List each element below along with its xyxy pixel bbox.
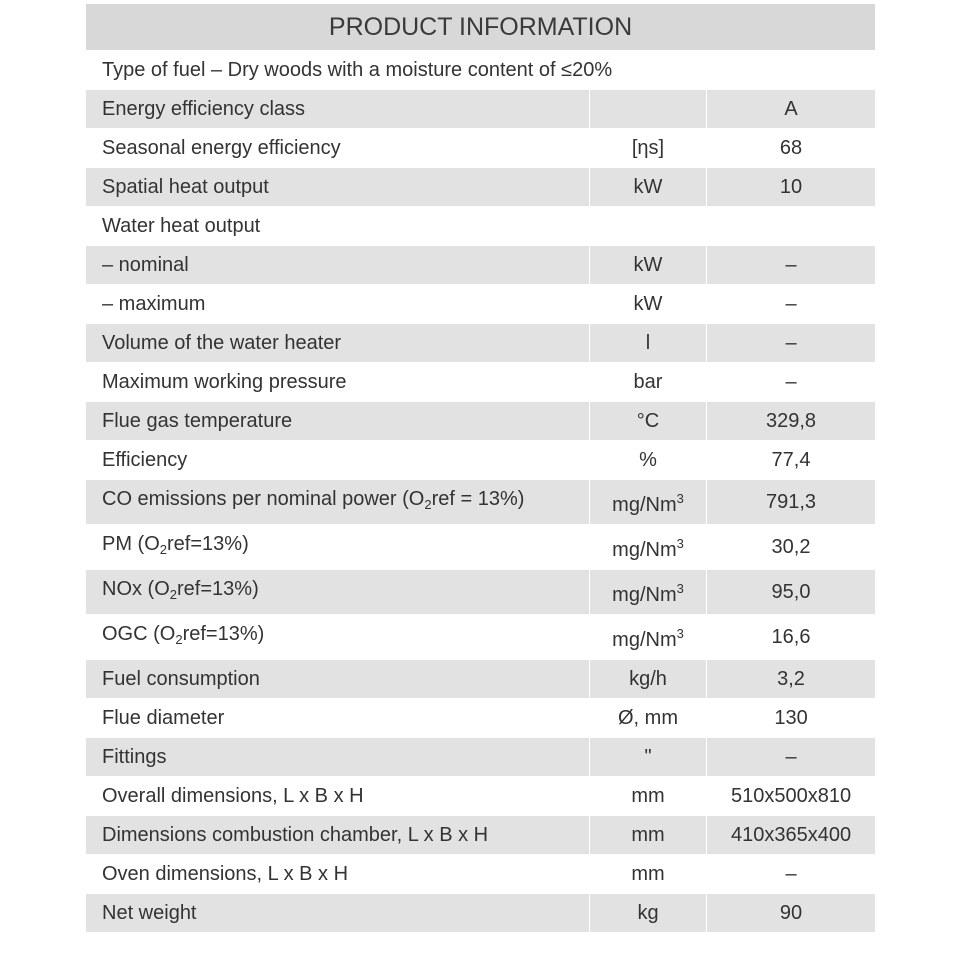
row-unit: [590, 894, 707, 933]
product-information-table: [85, 3, 876, 933]
row-unit: [590, 480, 707, 525]
row-value: –: [707, 363, 876, 402]
row-label-text: CO emissions per nominal power (O: [102, 488, 425, 510]
table-row: [86, 777, 876, 816]
table-row: [86, 129, 876, 168]
row-label-text: Overall dimensions, L x B x H: [102, 785, 364, 807]
row-unit-superscript: 3: [676, 536, 684, 551]
row-label: [86, 480, 590, 525]
row-label-text: Spatial heat output: [102, 176, 269, 198]
row-label: [86, 90, 590, 129]
row-label: [86, 894, 590, 933]
row-value: 77,4: [707, 441, 876, 480]
row-unit: [590, 615, 707, 660]
table-row: [86, 168, 876, 207]
row-value: 68: [707, 129, 876, 168]
table-row: [86, 90, 876, 129]
row-value: 130: [707, 699, 876, 738]
row-unit: [590, 129, 707, 168]
row-unit-text: kW: [633, 254, 663, 276]
row-unit: [590, 324, 707, 363]
table-row: [86, 570, 876, 615]
table-row: [86, 525, 876, 570]
row-label-suffix: ref=13%): [167, 533, 249, 555]
row-label: [86, 402, 590, 441]
row-value: 791,3: [707, 480, 876, 525]
row-unit-text: %: [639, 449, 657, 471]
row-unit: [590, 816, 707, 855]
row-label-text: – maximum: [102, 293, 206, 315]
table-row: [86, 246, 876, 285]
row-label-subscript: 2: [159, 542, 168, 557]
row-unit-text: kW: [633, 176, 663, 198]
table-row: [86, 738, 876, 777]
table-row: [86, 816, 876, 855]
row-label-text: Energy efficiency class: [102, 98, 306, 120]
row-label-suffix: ref=13%): [182, 623, 265, 645]
table-header-row: [86, 4, 876, 51]
row-value: 410x365x400: [707, 816, 876, 855]
row-unit-text: °C: [636, 410, 660, 432]
row-unit-superscript: 3: [676, 581, 684, 596]
row-label: [86, 855, 590, 894]
row-unit: [590, 699, 707, 738]
row-value: –: [707, 246, 876, 285]
row-label-subscript: 2: [175, 632, 183, 647]
row-label: [86, 777, 590, 816]
row-unit: [590, 363, 707, 402]
table-row: [86, 660, 876, 699]
row-label-text: Flue diameter: [102, 707, 225, 729]
row-unit: [590, 285, 707, 324]
row-unit-text: mg/Nm: [612, 629, 677, 651]
row-label: [86, 570, 590, 615]
table-row: [86, 324, 876, 363]
row-unit-superscript: 3: [676, 491, 684, 506]
row-label-text: Volume of the water heater: [102, 332, 342, 354]
row-label-text: Oven dimensions, L x B x H: [102, 863, 349, 885]
row-label: [86, 207, 590, 246]
row-label: [86, 525, 590, 570]
row-value: [707, 207, 876, 246]
row-unit-text: bar: [633, 371, 663, 393]
row-label: [86, 168, 590, 207]
row-label-text: OGC (O: [102, 623, 176, 645]
product-information-sheet: [85, 3, 875, 933]
row-label: [86, 129, 590, 168]
row-label-text: Seasonal energy efficiency: [102, 137, 341, 159]
row-unit-text: Ø, mm: [618, 707, 678, 729]
row-value: 16,6: [707, 615, 876, 660]
row-unit-text: mm: [631, 824, 665, 846]
row-unit: [590, 207, 707, 246]
row-label-text: Water heat output: [102, 215, 261, 237]
row-unit: [590, 855, 707, 894]
row-unit: [590, 777, 707, 816]
row-value: 3,2: [707, 660, 876, 699]
row-unit-text: ": [644, 746, 652, 768]
row-label: [86, 699, 590, 738]
row-value: 90: [707, 894, 876, 933]
row-label: [86, 660, 590, 699]
table-row: [86, 285, 876, 324]
fuel-type-text: Type of fuel – Dry woods with a moisture content of ≤20%: [86, 51, 876, 90]
row-value: –: [707, 855, 876, 894]
row-value: 95,0: [707, 570, 876, 615]
row-label-text: Efficiency: [102, 449, 188, 471]
row-label-text: Flue gas temperature: [102, 410, 293, 432]
table-row: [86, 207, 876, 246]
row-unit-text: kg: [637, 902, 659, 924]
row-unit-text: mm: [631, 785, 665, 807]
row-label-text: – nominal: [102, 254, 189, 276]
row-value: 329,8: [707, 402, 876, 441]
table-row: [86, 894, 876, 933]
row-unit: [590, 90, 707, 129]
row-label-text: Net weight: [102, 902, 197, 924]
row-unit: [590, 525, 707, 570]
row-label: [86, 738, 590, 777]
table-row: [86, 363, 876, 402]
row-value: 10: [707, 168, 876, 207]
table-title: PRODUCT INFORMATION: [86, 4, 876, 51]
row-unit-text: kg/h: [629, 668, 667, 690]
row-label-text: PM (O: [102, 533, 160, 555]
row-value: –: [707, 285, 876, 324]
row-unit-text: [ηs]: [631, 137, 665, 159]
row-label-text: NOx (O: [102, 578, 170, 600]
row-label: [86, 615, 590, 660]
row-label: [86, 324, 590, 363]
row-unit-superscript: 3: [676, 626, 684, 641]
row-label-text: Fittings: [102, 746, 167, 768]
row-unit-text: kW: [633, 293, 663, 315]
row-label-suffix: ref=13%): [177, 578, 259, 600]
fuel-type-row: [86, 51, 876, 90]
row-value: 510x500x810: [707, 777, 876, 816]
row-value: –: [707, 324, 876, 363]
table-body: [86, 4, 876, 933]
table-row: [86, 441, 876, 480]
row-label: [86, 285, 590, 324]
row-label: [86, 816, 590, 855]
row-unit: [590, 168, 707, 207]
table-row: [86, 615, 876, 660]
row-label: [86, 441, 590, 480]
row-unit: [590, 441, 707, 480]
row-value: A: [707, 90, 876, 129]
row-unit: [590, 246, 707, 285]
row-unit: [590, 660, 707, 699]
table-row: [86, 480, 876, 525]
row-unit-text: mm: [631, 863, 665, 885]
row-value: –: [707, 738, 876, 777]
row-label-subscript: 2: [424, 497, 432, 512]
row-unit: [590, 738, 707, 777]
row-label-text: Dimensions combustion chamber, L x B x H: [102, 824, 489, 846]
row-label-subscript: 2: [169, 587, 178, 602]
row-unit: [590, 402, 707, 441]
row-label: [86, 363, 590, 402]
table-row: [86, 855, 876, 894]
row-value: 30,2: [707, 525, 876, 570]
row-unit-text: mg/Nm: [612, 494, 677, 516]
row-unit: [590, 570, 707, 615]
row-unit-text: mg/Nm: [612, 539, 677, 561]
row-label-suffix: ref = 13%): [431, 488, 525, 510]
row-label-text: Maximum working pressure: [102, 371, 347, 393]
table-row: [86, 699, 876, 738]
row-label-text: Fuel consumption: [102, 668, 260, 690]
row-unit-text: l: [645, 332, 651, 354]
row-label: [86, 246, 590, 285]
row-unit-text: mg/Nm: [612, 584, 677, 606]
table-row: [86, 402, 876, 441]
